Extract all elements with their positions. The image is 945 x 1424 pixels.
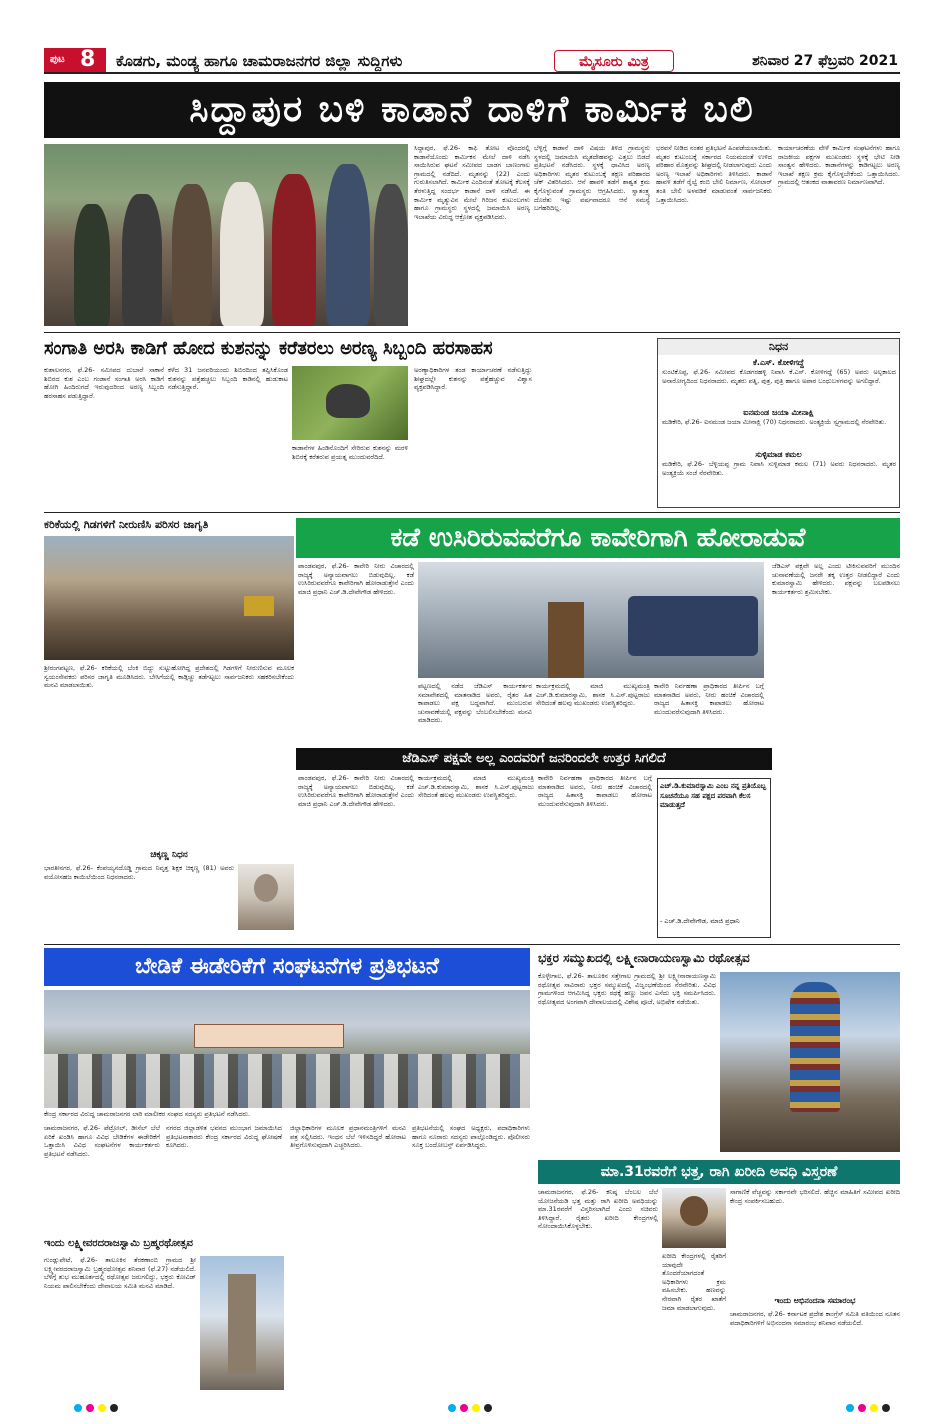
elephant-text-col-2: ಕಳೆದ 31 ಜನವರಿಯಂದು ಶಿಬಿರದಿಂದ ತಪ್ಪಿಸಿಕೊಂಡ ಕುಶನನ್ನು ಪತ್ತೆಹಚ್ಚಲು ಸಿಬ್ಬಂದಿ ಕಾಡಿನಲ್ಲಿ ಹುಡುಕಾಟ ನಡೆಸುತ್ತಿದ್ದಾರೆ.	[168, 366, 288, 392]
registration-mark	[98, 1404, 106, 1412]
protest-caption: ಕೇಂದ್ರ ಸರ್ಕಾರದ ವಿರುದ್ಧ ಚಾಮರಾಜನಗರ ಲಾರಿ ಮಾಲೀಕರ ಸಂಘದ ಸದಸ್ಯರು ಪ್ರತಿಭಟನೆ ನಡೆಸಿದರು.	[44, 1110, 251, 1118]
registration-mark	[846, 1404, 854, 1412]
temple-photo	[200, 1256, 284, 1390]
ragi-photo	[662, 1188, 726, 1248]
registration-mark	[74, 1404, 82, 1412]
cauvery-photo	[418, 562, 764, 678]
temple-text: ಗುಂಡ್ಲುಪೇಟೆ, ಫೆ.26- ತಾಲೂಕಿನ ತೆರಕಣಾಂಬಿ ಗ್ರಾಮದ ಶ್ರೀ ಲಕ್ಷ್ಮೀವರದರಾಜಸ್ವಾಮಿ ಬ್ರಹ್ಮರಥೋತ್ಸವ ಶನಿವಾರ (ಫೆ.27) ನಡೆಯಲಿದೆ. ಬೆಳಿಗ್ಗೆ ಶುಭ ಮುಹೂರ್ತದಲ್ಲಿ ರಥೋತ್ಸವ ಜರುಗಲಿದ್ದು, ಭಕ್ತರು ಕೋವಿಡ್ ನಿಯಮ ಪಾಲಿಸಬೇಕೆಂದು ದೇವಾಲಯ ಸಮಿತಿ ಮನವಿ ಮಾಡಿದೆ.	[44, 1256, 196, 1290]
divider	[44, 512, 900, 513]
lead-text-col-4: ಕಾರ್ಯಾಚರಣೆಯ ವೇಳೆ ಕಾರ್ಮಿಕ ಸಂಘಟನೆಗಳು ಹಾಗೂ ರಾಜಕೀಯ ಪಕ್ಷಗಳ ಮುಖಂಡರು ಸ್ಥಳಕ್ಕೆ ಭೇಟಿ ನೀಡಿ ಸಾಂತ್ವನ ಹೇಳಿದರು. ಕಾಡಾನೆಗಳನ್ನು ಕಾಡಿಗಟ್ಟಲು ಅರಣ್ಯ ಇಲಾಖೆ ತಕ್ಷಣ ಕ್ರಮ ಕೈಗೊಳ್ಳಬೇಕೆಂದು ಒತ್ತಾಯಿಸಿದರು. ಗ್ರಾಮದಲ್ಲಿ ಆತಂಕದ ವಾತಾವರಣ ನಿರ್ಮಾಣವಾಗಿದೆ.	[778, 144, 900, 187]
obit2-portrait	[238, 864, 294, 930]
cauvery-sub-col-1: ಪಾಂಡವಪುರ, ಫೆ.26- ಕಾವೇರಿ ನೀರು ವಿಚಾರದಲ್ಲಿ ರಾಜ್ಯಕ್ಕೆ ಅನ್ಯಾಯವಾಗಲು ಬಿಡುವುದಿಲ್ಲ. ಕಡೆ ಉಸಿರಿರುವವರೆಗೂ ಕಾವೇರಿಗಾಗಿ ಹೋರಾಡುತ್ತೇನೆ ಎಂದು ಮಾಜಿ ಪ್ರಧಾನಿ ಎಚ್.ಡಿ.ದೇವೇಗೌಡ ಹೇಳಿದರು.	[298, 774, 414, 808]
elephant-headline: ಸಂಗಾತಿ ಅರಸಿ ಕಾಡಿಗೆ ಹೋದ ಕುಶನನ್ನು ಕರೆತರಲು ಅರಣ್ಯ ಸಿಬ್ಬಂದಿ ಹರಸಾಹಸ	[44, 338, 493, 359]
obit2-text: ಭಾರತೀನಗರ, ಫೆ.26- ಕೆಂಪಯ್ಯನದೊಡ್ಡಿ ಗ್ರಾಮದ ನಿವೃತ್ತ ಶಿಕ್ಷಕ ಚಿಕ್ಕಣ್ಣ (81) ಅವರು ವಯೋಸಹಜ ಕಾಯಿಲೆಯಿಂದ ನಿಧನರಾದರು.	[44, 864, 234, 881]
temple-headline: ಇಂದು ಲಕ್ಷ್ಮೀವರದರಾಜಸ್ವಾಮಿ ಬ್ರಹ್ಮರಥೋತ್ಸವ	[44, 1238, 193, 1249]
cauvery-text-col-4: ಕಾವೇರಿ ನಿರ್ವಹಣಾ ಪ್ರಾಧಿಕಾರದ ತೀರ್ಪಿನ ಬಗ್ಗೆ ಮಾತನಾಡಿದ ಅವರು, ನೀರು ಹಂಚಿಕೆ ವಿಚಾರದಲ್ಲಿ ರಾಜ್ಯದ ಹಿತಾಸಕ್ತಿ ಕಾಪಾಡಲು ಹೋರಾಟ ಮುಂದುವರೆಸುವುದಾಗಿ ತಿಳಿಸಿದರು.	[654, 682, 764, 716]
obituary-text-3: ಮಡಿಕೇರಿ, ಫೆ.26- ಬೆಳ್ಳಿಯಪ್ಪ ಗ್ರಾಮ ನಿವಾಸಿ ಸುಳ್ಳಿಮಾಡ ಕಮಲ (71) ಅವರು ನಿಧನರಾದರು. ಮೃತರ ಅಂತ್ಯಕ್ರಿಯೆ ಸಂಜೆ ನೆರವೇರಿತು.	[662, 460, 896, 477]
quote-text: ಎಚ್.ಡಿ.ಕುಮಾರಸ್ವಾಮಿ ಎಂಬ ನನ್ನ ಪ್ರತಿಯೊಬ್ಬ ಸೂಚನೆಯೂ ಸಹ ಪಕ್ಷದ ಪರವಾಗಿ ಕೆಲಸ ಮಾಡುತ್ತದೆ	[660, 782, 767, 809]
ragi-text-col-3: ಸಾಗಾಣಿಕೆ ವೆಚ್ಚವನ್ನು ಸರ್ಕಾರವೇ ಭರಿಸಲಿದೆ. ಹೆಚ್ಚಿನ ಮಾಹಿತಿಗೆ ಸಮೀಪದ ಖರೀದಿ ಕೇಂದ್ರ ಸಂಪರ್ಕಿಸಬಹುದು.	[730, 1188, 900, 1205]
page-number-box	[44, 48, 106, 72]
divider	[44, 332, 900, 333]
cauvery-text-col-1: ಪಾಂಡವಪುರ, ಫೆ.26- ಕಾವೇರಿ ನೀರು ವಿಚಾರದಲ್ಲಿ ರಾಜ್ಯಕ್ಕೆ ಅನ್ಯಾಯವಾಗಲು ಬಿಡುವುದಿಲ್ಲ. ಕಡೆ ಉಸಿರಿರುವವರೆಗೂ ಕಾವೇರಿಗಾಗಿ ಹೋರಾಡುತ್ತೇನೆ ಎಂದು ಮಾಜಿ ಪ್ರಧಾನಿ ಎಚ್.ಡಿ.ದೇವೇಗೌಡ ಹೇಳಿದರು.	[298, 562, 414, 596]
lead-headline: ಸಿದ್ದಾಪುರ ಬಳಿ ಕಾಡಾನೆ ದಾಳಿಗೆ ಕಾರ್ಮಿಕ ಬಲಿ	[44, 82, 900, 138]
registration-mark	[86, 1404, 94, 1412]
registration-mark	[484, 1404, 492, 1412]
ragi-sub-text: ಚಾಮರಾಜನಗರ, ಫೆ.26- ಕರ್ನಾಟಕ ಪ್ರದೇಶ ಕಾಂಗ್ರೆಸ್ ಸಮಿತಿ ವತಿಯಿಂದ ನೂತನ ಪದಾಧಿಕಾರಿಗಳಿಗೆ ಅಭಿನಂದನಾ ಸಮಾರಂಭ ಶನಿವಾರ ನಡೆಯಲಿದೆ.	[730, 1310, 900, 1327]
registration-mark	[110, 1404, 118, 1412]
elephant-text-col-4: ಅರಣ್ಯಾಧಿಕಾರಿಗಳ ತಂಡ ಕಾರ್ಯಾಚರಣೆ ನಡೆಸುತ್ತಿದ್ದು ಶೀಘ್ರದಲ್ಲೇ ಕುಶನನ್ನು ಪತ್ತೆಹಚ್ಚುವ ವಿಶ್ವಾಸ ವ್ಯಕ್ತಪಡಿಸಿದ್ದಾರೆ.	[414, 366, 532, 392]
chariot-photo	[720, 972, 900, 1152]
cauvery-sub-col-3: ಕಾವೇರಿ ನಿರ್ವಹಣಾ ಪ್ರಾಧಿಕಾರದ ತೀರ್ಪಿನ ಬಗ್ಗೆ ಮಾತನಾಡಿದ ಅವರು, ನೀರು ಹಂಚಿಕೆ ವಿಚಾರದಲ್ಲಿ ರಾಜ್ಯದ ಹಿತಾಸಕ್ತಿ ಕಾಪಾಡಲು ಹೋರಾಟ ಮುಂದುವರೆಸುವುದಾಗಿ ತಿಳಿಸಿದರು.	[538, 774, 652, 808]
obituary-name-3: ಸುಳ್ಳಿಮಾಡ ಕಮಲ	[755, 450, 802, 459]
protest-text-col-3: ಜಿಲ್ಲಾಧಿಕಾರಿಗಳ ಮೂಲಕ ಪ್ರಧಾನಮಂತ್ರಿಗಳಿಗೆ ಮನವಿ ಪತ್ರ ಸಲ್ಲಿಸಿದರು. ಇಂಧನ ಬೆಲೆ ಇಳಿಸದಿದ್ದರೆ ಹೋರಾಟ ತೀವ್ರಗೊಳಿಸುವುದಾಗಿ ಎಚ್ಚರಿಸಿದರು.	[290, 1124, 406, 1150]
lead-text-col-2: ಬೆಳ್ಳಿಗ್ಗೆ ಕಾಡಾನೆ ದಾಳಿ ವಿಷಯ ತಿಳಿದ ಗ್ರಾಮಸ್ಥರು ಸ್ಥಳದಲ್ಲಿ ಜಮಾಯಿಸಿ ಮೃತದೇಹವನ್ನು ಎತ್ತಲು ಬಿಡದೆ ಪ್ರತಿಭಟನೆ ನಡೆಸಿದರು. ಸ್ಥಳಕ್ಕೆ ಧಾವಿಸಿದ ಅರಣ್ಯ ಅಧಿಕಾರಿಗಳು ಮೃತರ ಕುಟುಂಬಕ್ಕೆ ತಕ್ಷಣ ಪರಿಹಾರದ ಚೆಕ್ ವಿತರಿಸಿದರು. ಆನೆ ಹಾವಳಿ ತಡೆಗೆ ಶಾಶ್ವತ ಕ್ರಮ ಕೈಗೊಳ್ಳುವಂತೆ ಗ್ರಾಮಸ್ಥರು ಆಗ್ರಹಿಸಿದರು. ಸ್ವಾತಂತ್ರ್ಯ ದೊರೆತು ಇಷ್ಟು ವರ್ಷವಾದರೂ ಆನೆ ಸಮಸ್ಯೆ ಬಗೆಹರಿದಿಲ್ಲ.	[534, 144, 650, 213]
lead-text-col-1: ಸಿದ್ದಾಪುರ, ಫೆ.26- ಕಾಫಿ ತೋಟ ವೊಂದರಲ್ಲಿ ಕಾಡಾನೆಯೊಂದು ಕಾರ್ಮಿಕನ ಮೇಲೆ ದಾಳಿ ನಡೆಸಿ ಸಾಯಿಸಿರುವ ಘಟನೆ ಸಮೀಪದ ಬಾಡಗ ಬಾಣಂಗಾಲ ಗ್ರಾಮದಲ್ಲಿ ನಡೆದಿದೆ. ಮೃತನನ್ನು (22) ಎಂದು ಗುರುತಿಸಲಾಗಿದೆ. ಕಾರ್ಮಿಕ ಎಂದಿನಂತೆ ತೋಟಕ್ಕೆ ಕೆಲಸಕ್ಕೆ ತೆರಳುತ್ತಿದ್ದ ಸಂದರ್ಭ ಕಾಡಾನೆ ದಾಳಿ ನಡೆಸಿದೆ. ಈ ಕಾರ್ಮಿಕ ಮೃತ್ಯುವಿನ ಮೇಲೆ ಗಿರಿಜನ ಕುಟುಂಬಗಳು ಹಾಗೂ ಗ್ರಾಮಸ್ಥರು ಸ್ಥಳದಲ್ಲಿ ಜಮಾಯಿಸಿ ಅರಣ್ಯ ಇಲಾಖೆಯ ವಿರುದ್ಧ ಆಕ್ರೋಶ ವ್ಯಕ್ತಪಡಿಸಿದರು.	[414, 144, 530, 221]
fire-text: ಶ್ರೀರಂಗಪಟ್ಟಣ, ಫೆ.26- ಕರಿಕೆಯಲ್ಲಿ ಬೆಂಕಿ ಬಿದ್ದು ಸುಟ್ಟುಹೋಗಿದ್ದ ಪ್ರದೇಶದಲ್ಲಿ ಗಿಡಗಳಿಗೆ ನೀರುಣಿಸುವ ಮೂಲಕ ಸ್ವಯಂಸೇವಕರು ಪರಿಸರ ಜಾಗೃತಿ ಮೂಡಿಸಿದರು. ಬೇಸಿಗೆಯಲ್ಲಿ ಕಾಡ್ಗಿಚ್ಚು ತಡೆಗಟ್ಟಲು ಸಾರ್ವಜನಿಕರು ಸಹಕರಿಸಬೇಕೆಂದು ಮನವಿ ಮಾಡಲಾಯಿತು.	[44, 664, 294, 690]
registration-mark	[870, 1404, 878, 1412]
cauvery-subhead: ಜೆಡಿಎಸ್ ಪಕ್ಷವೇ ಅಲ್ಲ ಎಂದವರಿಗೆ ಜನರಿಂದಲೇ ಉತ್ತರ ಸಿಗಲಿದೆ	[296, 748, 772, 770]
cauvery-text-col-5: ಜೆಡಿಎಸ್ ಪಕ್ಷವೇ ಅಲ್ಲ ಎಂದು ಟೀಕಿಸುವವರಿಗೆ ಮುಂದಿನ ಚುನಾವಣೆಯಲ್ಲಿ ಜನರೇ ತಕ್ಕ ಉತ್ತರ ನೀಡಲಿದ್ದಾರೆ ಎಂದು ಕುಮಾರಸ್ವಾಮಿ ಹೇಳಿದರು. ಪಕ್ಷವನ್ನು ಬಲಪಡಿಸಲು ಕಾರ್ಯಕರ್ತರು ಶ್ರಮಿಸಬೇಕು.	[772, 562, 900, 596]
cauvery-headline: ಕಡೆ ಉಸಿರಿರುವವರೆಗೂ ಕಾವೇರಿಗಾಗಿ ಹೋರಾಡುವೆ	[296, 518, 900, 558]
ragi-text-col-2: ಖರೀದಿ ಕೇಂದ್ರಗಳಲ್ಲಿ ರೈತರಿಗೆ ಯಾವುದೇ ತೊಂದರೆಯಾಗದಂತೆ ಅಧಿಕಾರಿಗಳು ಕ್ರಮ ವಹಿಸಬೇಕು. ಹಣವನ್ನು ನೇರವಾಗಿ ರೈತರ ಖಾತೆಗೆ ಜಮಾ ಮಾಡಲಾಗುವುದು.	[662, 1252, 726, 1312]
obituary-text-2: ಮಡಿಕೇರಿ, ಫೆ.26- ಐನಮಂಡ ಜಯಾ ಮೀನಾಕ್ಷಿ (70) ನಿಧನರಾದರು. ಅಂತ್ಯಕ್ರಿಯೆ ಸ್ವಗ್ರಾಮದಲ್ಲಿ ನೆರವೇರಿತು.	[662, 418, 887, 426]
ragi-text-col-1: ಚಾಮರಾಜನಗರ, ಫೆ.26- ಕನಿಷ್ಠ ಬೆಂಬಲ ಬೆಲೆ ಯೋಜನೆಯಡಿ ಭತ್ತ ಮತ್ತು ರಾಗಿ ಖರೀದಿ ಅವಧಿಯನ್ನು ಮಾ.31ರವರೆಗೆ ವಿಸ್ತರಿಸಲಾಗಿದೆ ಎಂದು ಸಚಿವರು ತಿಳಿಸಿದ್ದಾರೆ. ರೈತರು ಖರೀದಿ ಕೇಂದ್ರಗಳಲ್ಲಿ ನೋಂದಾಯಿಸಿಕೊಳ್ಳಬೇಕು.	[538, 1188, 658, 1231]
protest-text-col-1: ಚಾಮರಾಜನಗರ, ಫೆ.26- ಪೆಟ್ರೋಲ್, ಡೀಸೆಲ್ ಬೆಲೆ ಏರಿಕೆ ಖಂಡಿಸಿ ಹಾಗೂ ವಿವಿಧ ಬೇಡಿಕೆಗಳ ಈಡೇರಿಕೆಗೆ ಒತ್ತಾಯಿಸಿ ವಿವಿಧ ಸಂಘಟನೆಗಳ ಕಾರ್ಯಕರ್ತರು ಪ್ರತಿಭಟನೆ ನಡೆಸಿದರು.	[44, 1124, 160, 1158]
fire-headline: ಕರಿಕೆಯಲ್ಲಿ ಗಿಡಗಳಿಗೆ ನೀರುಣಿಸಿ ಪರಿಸರ ಜಾಗೃತಿ	[44, 518, 209, 531]
registration-mark	[882, 1404, 890, 1412]
elephant-text-col-3: ಕಾಡಾನೆಗಳ ಹಿಂಡಿನೊಂದಿಗೆ ಸೇರಿರುವ ಕುಶನನ್ನು ಮರಳಿ ಶಿಬಿರಕ್ಕೆ ಕರೆತರುವ ಪ್ರಯತ್ನ ಮುಂದುವರೆದಿದೆ.	[292, 444, 408, 461]
registration-mark	[858, 1404, 866, 1412]
lead-photo	[44, 144, 408, 326]
protest-text-col-2: ನಗರದ ಜಿಲ್ಲಾಡಳಿತ ಭವನದ ಮುಂಭಾಗ ಜಮಾಯಿಸಿದ ಪ್ರತಿಭಟನಾಕಾರರು ಕೇಂದ್ರ ಸರ್ಕಾರದ ವಿರುದ್ಧ ಘೋಷಣೆ ಕೂಗಿದರು.	[166, 1124, 282, 1150]
registration-mark	[448, 1404, 456, 1412]
obituary-title: ನಿಧನ	[658, 339, 899, 355]
chariot-icon	[790, 982, 840, 1112]
registration-mark	[472, 1404, 480, 1412]
protest-photo	[44, 990, 530, 1108]
protest-text-col-4: ಪ್ರತಿಭಟನೆಯಲ್ಲಿ ಸಂಘದ ಅಧ್ಯಕ್ಷರು, ಪದಾಧಿಕಾರಿಗಳು ಹಾಗೂ ನೂರಾರು ಸದಸ್ಯರು ಪಾಲ್ಗೊಂಡಿದ್ದರು. ಪೊಲೀಸರು ಸೂಕ್ತ ಬಂದೋಬಸ್ತ್ ಏರ್ಪಡಿಸಿದ್ದರು.	[412, 1124, 530, 1150]
lead-text-col-3: ಭರವಸೆ ನೀಡಿದ ನಂತರ ಪ್ರತಿಭಟನೆ ಹಿಂಪಡೆಯಲಾಯಿತು. ಮೃತರ ಕುಟುಂಬಕ್ಕೆ ಸರ್ಕಾರದ ನಿಯಮದಂತೆ ಉಳಿದ ಪರಿಹಾರ ಮೊತ್ತವನ್ನು ಶೀಘ್ರದಲ್ಲಿ ನೀಡಲಾಗುವುದು ಎಂದು ಅರಣ್ಯ ಇಲಾಖೆ ಅಧಿಕಾರಿಗಳು ತಿಳಿಸಿದರು. ಕಾಡಾನೆ ಹಾವಳಿ ತಡೆಗೆ ರೈಲ್ವೆ ಕಂಬಿ ಬೇಲಿ ನಿರ್ಮಾಣ, ಸೋಲಾರ್ ತಂತಿ ಬೇಲಿ ಅಳವಡಿಕೆ ಮಾಡುವಂತೆ ಸಾರ್ವಜನಿಕರು ಒತ್ತಾಯಿಸಿದರು.	[656, 144, 772, 204]
obituary-name-1: ಕೆ.ಎಸ್. ಕೋಳಿಗದ್ದೆ	[753, 358, 804, 367]
cauvery-sub-col-2: ಕಾರ್ಯಕ್ರಮದಲ್ಲಿ ಮಾಜಿ ಮುಖ್ಯಮಂತ್ರಿ ಎಚ್.ಡಿ.ಕುಮಾರಸ್ವಾಮಿ, ಶಾಸಕ ಸಿ.ಎಸ್.ಪುಟ್ಟರಾಜು ಸೇರಿದಂತೆ ಹಲವು ಮುಖಂಡರು ಉಪಸ್ಥಿತರಿದ್ದರು.	[418, 774, 534, 800]
obit2-title: ಚಿಕ್ಕಣ್ಣ ನಿಧನ	[150, 850, 188, 860]
divider	[44, 944, 900, 945]
protest-banner	[194, 1024, 344, 1048]
ragi-subhead: ಇಂದು ಅಭಿನಂದನಾ ಸಮಾರಂಭ	[774, 1296, 856, 1305]
page-number: 8	[80, 48, 96, 72]
quote-author: - ಎಚ್.ಡಿ.ದೇವೇಗೌಡ, ಮಾಜಿ ಪ್ರಧಾನಿ	[660, 918, 740, 925]
registration-mark	[460, 1404, 468, 1412]
obituary-name-2: ಐನಮಂಡ ಜಯಾ ಮೀನಾಕ್ಷಿ	[743, 408, 814, 417]
chariot-headline: ಭಕ್ತರ ಸಮ್ಮುಖದಲ್ಲಿ ಲಕ್ಷ್ಮೀನಾರಾಯಣಸ್ವಾಮಿ ರಥೋತ್ಸವ	[538, 951, 750, 965]
chariot-text: ಕೊಳ್ಳೇಗಾಲ, ಫೆ.26- ತಾಲೂಕಿನ ಸತ್ತೇಗಾಲ ಗ್ರಾಮದಲ್ಲಿ ಶ್ರೀ ಲಕ್ಷ್ಮೀನಾರಾಯಣಸ್ವಾಮಿ ರಥೋತ್ಸವ ಸಾವಿರಾರು ಭಕ್ತರ ಸಮ್ಮುಖದಲ್ಲಿ ವಿಜೃಂಭಣೆಯಿಂದ ನೆರವೇರಿತು. ವಿವಿಧ ಗ್ರಾಮಗಳಿಂದ ಆಗಮಿಸಿದ್ದ ಭಕ್ತರು ರಥಕ್ಕೆ ಹಣ್ಣು ಜವನ ಎಸೆದು ಭಕ್ತಿ ಸಮರ್ಪಿಸಿದರು. ರಥೋತ್ಸವದ ಅಂಗವಾಗಿ ದೇವಾಲಯದಲ್ಲಿ ವಿಶೇಷ ಪೂಜೆ, ಅಭಿಷೇಕ ನಡೆಯಿತು.	[538, 972, 716, 1006]
cauvery-text-col-3: ಕಾರ್ಯಕ್ರಮದಲ್ಲಿ ಮಾಜಿ ಮುಖ್ಯಮಂತ್ರಿ ಎಚ್.ಡಿ.ಕುಮಾರಸ್ವಾಮಿ, ಶಾಸಕ ಸಿ.ಎಸ್.ಪುಟ್ಟರಾಜು ಸೇರಿದಂತೆ ಹಲವು ಮುಖಂಡರು ಉಪಸ್ಥಿತರಿದ್ದರು.	[536, 682, 650, 708]
region-title: ಕೊಡಗು, ಮಂಡ್ಯ ಹಾಗೂ ಚಾಮರಾಜನಗರ ಜಿಲ್ಲಾ ಸುದ್ದಿಗಳು	[116, 52, 403, 70]
elephant-icon	[326, 384, 370, 418]
obituary-text-1: ಸುಂಟಿಕೊಪ್ಪ, ಫೆ.26- ಸಮೀಪದ ಕೊಡಗರಹಳ್ಳಿ ನಿವಾಸಿ ಕೆ.ಎಸ್. ಕೋಳಿಗದ್ದೆ (65) ಅವರು ಅಲ್ಪಕಾಲದ ಅನಾರೋಗ್ಯದಿಂದ ನಿಧನರಾದರು. ಮೃತರು ಪತ್ನಿ, ಪುತ್ರ, ಪುತ್ರಿ ಹಾಗೂ ಅಪಾರ ಬಂಧುಬಳಗವನ್ನು ಅಗಲಿದ್ದಾರೆ.	[662, 368, 896, 385]
page-label: ಪುಟ	[50, 54, 65, 65]
issue-date: ಶನಿವಾರ 27 ಫೆಬ್ರವರಿ 2021	[752, 53, 898, 69]
ragi-headline: ಮಾ.31ರವರೆಗೆ ಭತ್ತ, ರಾಗಿ ಖರೀದಿ ಅವಧಿ ವಿಸ್ತರಣೆ	[538, 1160, 900, 1184]
elephant-text-col-1: ಕುಶಾಲನಗರ, ಫೆ.26- ಸಮೀಪದ ದುಬಾರೆ ಸಾಕಾನೆ ಶಿಬಿರದ ಕುಶ ಎಂಬ ಗಂಡಾನೆ ಸಂಗಾತಿ ಅರಸಿ ಕಾಡಿಗೆ ಹೋಗಿ ಹಿಂದಿರುಗದೆ ಇರುವುದರಿಂದ ಅರಣ್ಯ ಸಿಬ್ಬಂದಿ ಹರಸಾಹಸ ಪಡುತ್ತಿದ್ದಾರೆ.	[44, 366, 164, 400]
cauvery-text-col-2: ಪಟ್ಟಣದಲ್ಲಿ ನಡೆದ ಜೆಡಿಎಸ್ ಕಾರ್ಯಕರ್ತರ ಸಮಾವೇಶದಲ್ಲಿ ಮಾತನಾಡಿದ ಅವರು, ರೈತರ ಹಿತ ಕಾಪಾಡಲು ಪಕ್ಷ ಬದ್ಧವಾಗಿದೆ. ಮುಂಬರುವ ಚುನಾವಣೆಯಲ್ಲಿ ಪಕ್ಷವನ್ನು ಬೆಂಬಲಿಸಬೇಕೆಂದು ಮನವಿ ಮಾಡಿದರು.	[418, 682, 532, 725]
protest-headline: ಬೇಡಿಕೆ ಈಡೇರಿಕೆಗೆ ಸಂಘಟನೆಗಳ ಪ್ರತಿಭಟನೆ	[44, 948, 530, 986]
paper-logo: ಮೈಸೂರು ಮಿತ್ರ	[554, 50, 674, 72]
fire-photo	[44, 536, 294, 660]
elephant-photo	[292, 366, 408, 440]
